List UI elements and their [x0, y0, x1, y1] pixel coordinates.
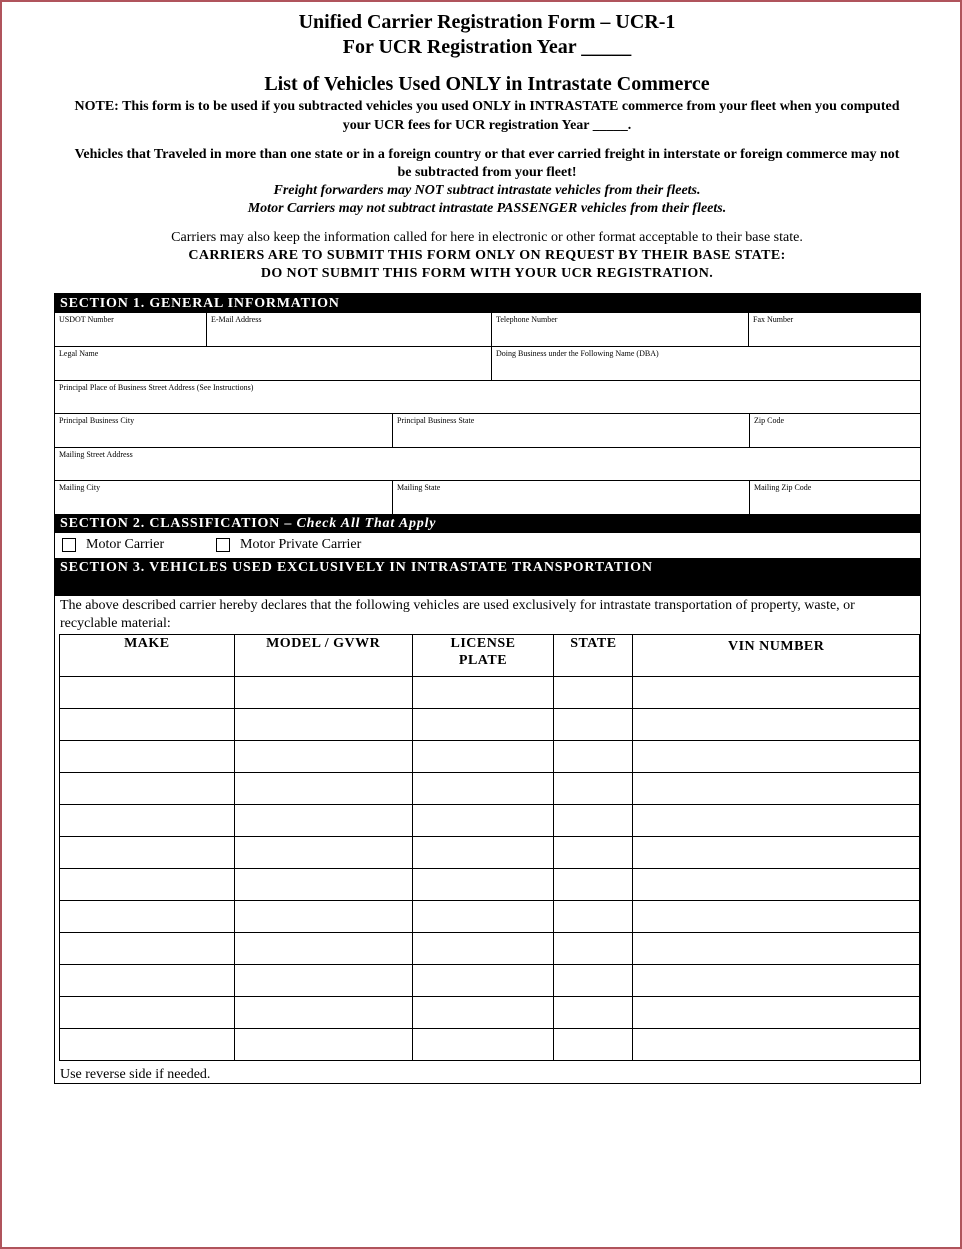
freight-forwarder-note: Freight forwarders may NOT subtract intrastate vehicles from their fleets.	[273, 183, 701, 198]
form-title	[40, 10, 934, 60]
state-cell[interactable]	[554, 965, 633, 997]
make-cell[interactable]	[60, 709, 235, 741]
vin-cell[interactable]	[633, 997, 920, 1029]
table-row	[60, 901, 920, 933]
state-cell[interactable]	[554, 805, 633, 837]
vin-cell[interactable]	[633, 901, 920, 933]
ucr-form	[54, 293, 921, 1084]
title-line-1: Unified Carrier Registration Form – UCR-1	[298, 11, 676, 33]
state-cell[interactable]	[554, 901, 633, 933]
mailing-address-label: Mailing Street Address	[59, 450, 133, 459]
usdot-label: USDOT Number	[59, 315, 114, 324]
mailing-city-field[interactable]	[55, 481, 393, 515]
state-cell[interactable]	[554, 837, 633, 869]
table-row	[60, 677, 920, 709]
table-row	[60, 965, 920, 997]
model-cell[interactable]	[234, 773, 412, 805]
fax-label: Fax Number	[753, 315, 794, 324]
motor-private-carrier-checkbox[interactable]	[216, 538, 230, 552]
mailing-state-field[interactable]	[393, 481, 750, 515]
table-row	[60, 805, 920, 837]
state-cell[interactable]	[554, 677, 633, 709]
make-cell[interactable]	[60, 741, 235, 773]
plate-cell[interactable]	[412, 805, 554, 837]
reverse-side-note: Use reverse side if needed.	[60, 1067, 211, 1082]
plate-cell[interactable]	[412, 1029, 554, 1061]
keep-info-text: Carriers may also keep the information called for here in electronic or other format acceptable to their base state.	[171, 230, 803, 245]
usdot-field[interactable]	[55, 313, 207, 346]
principal-address-field[interactable]	[55, 381, 920, 413]
model-cell[interactable]	[234, 933, 412, 965]
table-row	[60, 933, 920, 965]
state-cell[interactable]	[554, 869, 633, 901]
warning-block	[70, 146, 904, 218]
vin-cell[interactable]	[633, 805, 920, 837]
col-license-plate-line1: LICENSE	[450, 636, 516, 651]
col-vin: VIN NUMBER	[633, 635, 920, 677]
principal-state-field[interactable]	[393, 414, 750, 447]
row-mailing-city	[55, 481, 920, 515]
mailing-zip-label: Mailing Zip Code	[754, 483, 812, 492]
vin-cell[interactable]	[633, 837, 920, 869]
make-cell[interactable]	[60, 869, 235, 901]
dba-field[interactable]	[492, 347, 920, 380]
principal-address-label: Principal Place of Business Street Address (See Instructions)	[59, 383, 254, 392]
submit-line-2: DO NOT SUBMIT THIS FORM WITH YOUR UCR REGISTRATION.	[260, 266, 714, 281]
vin-cell[interactable]	[633, 933, 920, 965]
model-cell[interactable]	[234, 869, 412, 901]
plate-cell[interactable]	[412, 677, 554, 709]
make-cell[interactable]	[60, 1029, 235, 1061]
model-cell[interactable]	[234, 741, 412, 773]
email-field[interactable]	[207, 313, 492, 346]
make-cell[interactable]	[60, 965, 235, 997]
state-cell[interactable]	[554, 1029, 633, 1061]
telephone-field[interactable]	[492, 313, 749, 346]
model-cell[interactable]	[234, 805, 412, 837]
state-cell[interactable]	[554, 997, 633, 1029]
motor-carrier-label: Motor Carrier	[86, 537, 165, 552]
make-cell[interactable]	[60, 997, 235, 1029]
make-cell[interactable]	[60, 933, 235, 965]
col-license-plate	[412, 635, 554, 677]
dba-label: Doing Business under the Following Name (DBA)	[496, 349, 659, 358]
submit-line-1: CARRIERS ARE TO SUBMIT THIS FORM ONLY ON REQUEST BY THEIR BASE STATE:	[188, 248, 786, 263]
row-mailing-address	[55, 448, 920, 481]
plate-cell[interactable]	[412, 901, 554, 933]
make-cell[interactable]	[60, 901, 235, 933]
state-cell[interactable]	[554, 741, 633, 773]
state-cell[interactable]	[554, 709, 633, 741]
section3-header: SECTION 3. VEHICLES USED EXCLUSIVELY IN INTRASTATE TRANSPORTATION	[55, 558, 920, 596]
legal-name-field[interactable]	[55, 347, 492, 380]
plate-cell[interactable]	[412, 869, 554, 901]
table-row	[60, 709, 920, 741]
vin-cell[interactable]	[633, 677, 920, 709]
make-cell[interactable]	[60, 677, 235, 709]
fax-field[interactable]	[749, 313, 920, 346]
col-make: MAKE	[60, 635, 235, 677]
col-license-plate-line2: PLATE	[458, 653, 508, 668]
table-row	[60, 773, 920, 805]
model-cell[interactable]	[234, 1029, 412, 1061]
principal-city-field[interactable]	[55, 414, 393, 447]
mailing-city-label: Mailing City	[59, 483, 101, 492]
form-subtitle: List of Vehicles Used ONLY in Intrastate Commerce	[264, 73, 710, 95]
section1-header: SECTION 1. GENERAL INFORMATION	[55, 294, 920, 313]
row-names	[55, 347, 920, 381]
model-cell[interactable]	[234, 965, 412, 997]
vin-cell[interactable]	[633, 709, 920, 741]
vin-cell[interactable]	[633, 741, 920, 773]
zip-label: Zip Code	[754, 416, 784, 425]
plate-cell[interactable]	[412, 965, 554, 997]
motor-private-carrier-label: Motor Private Carrier	[240, 537, 362, 552]
section2-title: SECTION 2. CLASSIFICATION –	[60, 516, 297, 531]
plate-cell[interactable]	[412, 997, 554, 1029]
note-text: NOTE: This form is to be used if you subtracted vehicles you used ONLY in INTRASTATE commerce from your fleet when you computed your UCR fees for UCR registration Year _____.	[74, 99, 900, 133]
row-principal-address	[55, 381, 920, 414]
warning-text: Vehicles that Traveled in more than one state or in a foreign country or that ever carried freight in interstate or foreign commerce may not be subtracted from your fleet!	[74, 147, 900, 180]
principal-state-label: Principal Business State	[397, 416, 475, 425]
motor-carrier-checkbox[interactable]	[62, 538, 76, 552]
zip-field[interactable]	[750, 414, 920, 447]
make-cell[interactable]	[60, 837, 235, 869]
table-row	[60, 837, 920, 869]
passenger-note: Motor Carriers may not subtract intrastate PASSENGER vehicles from their fleets.	[247, 201, 727, 216]
vin-cell[interactable]	[633, 965, 920, 997]
vin-cell[interactable]	[633, 773, 920, 805]
make-cell[interactable]	[60, 805, 235, 837]
mailing-address-field[interactable]	[55, 448, 920, 480]
plate-cell[interactable]	[412, 837, 554, 869]
row-contact	[55, 313, 920, 347]
table-row	[60, 1029, 920, 1061]
plate-cell[interactable]	[412, 709, 554, 741]
table-row	[60, 869, 920, 901]
section2-title-italic: Check All That Apply	[296, 516, 437, 531]
model-cell[interactable]	[234, 837, 412, 869]
table-row	[60, 741, 920, 773]
mailing-state-label: Mailing State	[397, 483, 441, 492]
vehicle-rows	[60, 677, 920, 1061]
principal-city-label: Principal Business City	[59, 416, 135, 425]
vehicle-table-header	[60, 635, 920, 677]
make-cell[interactable]	[60, 773, 235, 805]
vehicle-table	[59, 634, 920, 1061]
plate-cell[interactable]	[412, 741, 554, 773]
model-cell[interactable]	[234, 709, 412, 741]
model-cell[interactable]	[234, 901, 412, 933]
submit-block	[40, 229, 934, 283]
col-model: MODEL / GVWR	[234, 635, 412, 677]
telephone-label: Telephone Number	[496, 315, 558, 324]
model-cell[interactable]	[234, 997, 412, 1029]
plate-cell[interactable]	[412, 773, 554, 805]
vin-cell[interactable]	[633, 869, 920, 901]
declaration-text: The above described carrier hereby declares that the following vehicles are used exclusively for intrastate transportation of property, waste, or recyclable material:	[60, 598, 855, 631]
col-state: STATE	[554, 635, 633, 677]
model-cell[interactable]	[234, 677, 412, 709]
plate-cell[interactable]	[412, 933, 554, 965]
section2-header	[55, 514, 920, 533]
legal-name-label: Legal Name	[59, 349, 99, 358]
vin-cell[interactable]	[633, 1029, 920, 1061]
mailing-zip-field[interactable]	[750, 481, 920, 515]
title-line-2: For UCR Registration Year _____	[342, 36, 632, 58]
row-principal-city	[55, 414, 920, 448]
state-cell[interactable]	[554, 933, 633, 965]
email-label: E-Mail Address	[211, 315, 262, 324]
table-row	[60, 997, 920, 1029]
state-cell[interactable]	[554, 773, 633, 805]
